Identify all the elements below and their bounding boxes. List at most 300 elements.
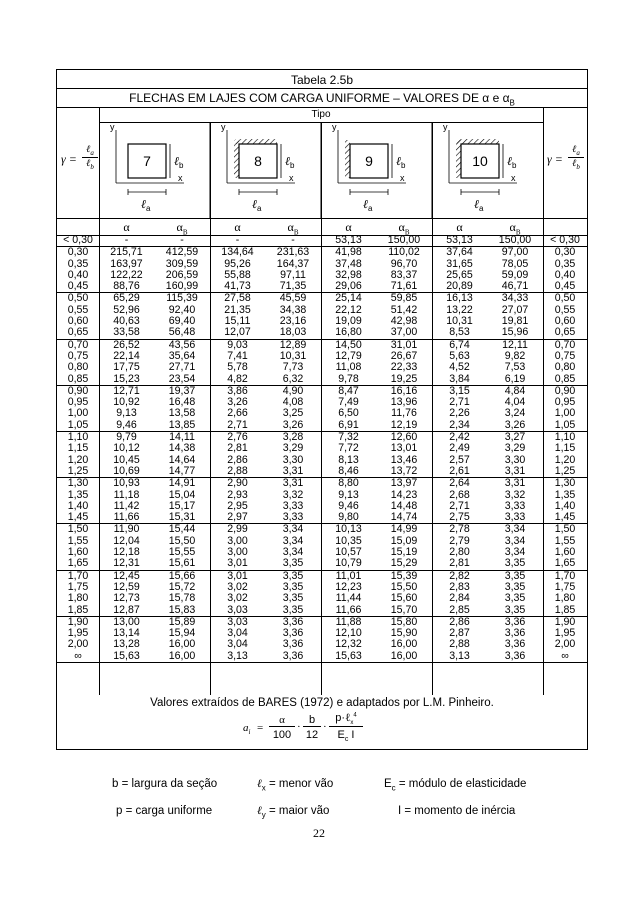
table-cell: 13,22 — [446, 304, 473, 316]
svg-text:x: x — [178, 173, 183, 183]
table-cell: 12,18 — [113, 547, 140, 559]
table-cell: 16,13 — [446, 292, 473, 305]
table-cell: 1,95 — [67, 628, 89, 640]
svg-text:10: 10 — [472, 153, 488, 169]
table-cell: 2,84 — [449, 593, 470, 605]
table-row — [57, 385, 587, 397]
table-row — [57, 339, 587, 351]
table-row — [57, 478, 587, 490]
table-cell: 14,38 — [168, 443, 196, 455]
table-cell: 31,01 — [390, 339, 418, 351]
tipo-label: Tipo — [311, 109, 331, 120]
table-cell: 14,74 — [376, 512, 432, 524]
table-cell: < 0,30 — [543, 235, 587, 247]
table-cell: 122,22 — [110, 269, 143, 281]
table-cell: 15,96 — [487, 327, 543, 339]
table-cell: 3,35 — [282, 593, 304, 605]
table-cell: 15,83 — [154, 605, 210, 617]
table-cell: 1,60 — [67, 547, 89, 559]
table-cell: 1,35 — [554, 489, 576, 501]
table-cell: 14,23 — [390, 489, 418, 501]
table-cell: 19,37 — [168, 385, 196, 397]
table-cell: 59,85 — [390, 292, 418, 305]
table-cell: 2,61 — [432, 466, 487, 478]
table-cell: 10,35 — [335, 535, 362, 547]
table-cell: 0,40 — [554, 269, 576, 281]
table-cell: 16,48 — [168, 397, 196, 409]
table-cell: 15,23 — [99, 374, 154, 386]
table-cell: 22,12 — [335, 304, 362, 316]
table-cell: 0,35 — [67, 258, 89, 270]
table-cell: 15,19 — [390, 547, 418, 559]
table-cell: 37,64 — [446, 246, 473, 259]
table-cell: 59,09 — [501, 269, 529, 281]
table-cell: 32,98 — [335, 269, 362, 281]
table-cell: 2,34 — [432, 420, 487, 432]
table-cell: 0,80 — [67, 362, 89, 374]
table-cell: 2,00 — [554, 639, 576, 651]
table-cell: 71,35 — [265, 281, 321, 293]
table-row — [57, 362, 587, 373]
svg-text:ℓb: ℓ$_b$ — [396, 154, 406, 170]
table-cell: 15,72 — [168, 581, 196, 593]
table-cell: 34,38 — [279, 304, 307, 316]
table-row — [57, 420, 587, 432]
table-cell: 0,45 — [57, 281, 99, 293]
table-cell: 16,80 — [321, 327, 376, 339]
table-cell: 1,55 — [554, 535, 576, 547]
table-cell: 19,25 — [376, 374, 432, 386]
table-cell: 7,73 — [282, 362, 304, 374]
table-row — [57, 293, 587, 305]
table-cell: 8,46 — [321, 466, 376, 478]
table-cell: 2,88 — [449, 639, 470, 651]
svg-text:7: 7 — [143, 153, 151, 169]
table-cell: 3,34 — [504, 523, 526, 536]
table-cell: 3,35 — [504, 593, 526, 605]
table-cell: 0,30 — [554, 246, 576, 259]
table-cell: 2,75 — [432, 512, 487, 524]
table-cell: 0,75 — [67, 350, 89, 362]
table-cell: 8,80 — [338, 477, 359, 490]
table-row — [57, 351, 587, 362]
table-cell: 10,79 — [321, 558, 376, 570]
table-cell: 2,66 — [227, 408, 248, 420]
table-cell: 3,33 — [265, 512, 321, 524]
table-cell: 115,39 — [166, 292, 198, 305]
table-cell: 1,80 — [554, 593, 576, 605]
table-cell: 56,48 — [154, 327, 210, 339]
table-cell: 13,97 — [390, 477, 418, 490]
table-cell: 6,91 — [321, 420, 376, 432]
gamma-right: γ = — [547, 152, 563, 166]
table-cell: 15,50 — [168, 535, 196, 547]
table-cell: 12,87 — [99, 605, 154, 617]
table-cell: 9,82 — [504, 350, 526, 362]
table-cell: 3,31 — [504, 477, 526, 490]
table-cell: 1,00 — [554, 408, 576, 420]
table-cell: 3,35 — [265, 558, 321, 570]
table-cell: 15,90 — [390, 628, 418, 640]
col-header-alpha: α — [345, 220, 352, 234]
table-cell: 412,59 — [165, 246, 199, 259]
gamma-right-fraction: ℓ$_a$ ℓ$_b$ — [568, 144, 584, 171]
table-cell: 12,32 — [335, 639, 362, 651]
table-cell: 3,03 — [227, 616, 248, 628]
table-cell: 15,80 — [390, 616, 418, 628]
table-cell: 12,73 — [113, 593, 140, 605]
svg-text:y: y — [443, 122, 448, 132]
table-cell: 1,20 — [554, 454, 576, 466]
table-cell: 0,60 — [554, 316, 576, 328]
table-cell: 2,86 — [449, 616, 470, 628]
table-cell: 6,74 — [449, 339, 470, 351]
table-cell: 1,70 — [67, 570, 89, 582]
table-cell: 15,11 — [224, 316, 251, 328]
table-cell: 0,30 — [67, 246, 89, 259]
table-cell: 16,16 — [390, 385, 418, 397]
table-cell: 2,79 — [449, 535, 470, 547]
table-cell: 2,71 — [449, 500, 470, 512]
col-header-alphaB: $\alpha_B$ — [509, 220, 521, 237]
table-cell: 14,48 — [390, 500, 418, 512]
col-header-alphaB: $\alpha_B$ — [398, 220, 410, 237]
table-cell: 6,50 — [338, 408, 359, 420]
table-cell: 12,10 — [335, 628, 362, 640]
legend-p: p = carga uniforme — [116, 805, 213, 817]
table-cell: ∞ — [57, 651, 99, 663]
table-cell: 2,42 — [449, 431, 470, 444]
table-cell: 1,05 — [57, 420, 99, 432]
table-cell: 11,42 — [113, 500, 140, 512]
table-cell: 1,75 — [554, 581, 576, 593]
table-cell: 17,75 — [113, 362, 140, 374]
table-cell: 1,70 — [554, 570, 576, 582]
table-cell: 2,95 — [227, 500, 248, 512]
table-cell: 3,13 — [210, 651, 265, 663]
table-cell: 8,47 — [338, 385, 359, 397]
table-cell: 2,81 — [227, 443, 248, 455]
table-cell: 15,61 — [154, 558, 210, 570]
table-cell: 14,99 — [390, 523, 418, 536]
table-cell: 14,64 — [168, 454, 196, 466]
table-cell: 88,76 — [99, 281, 154, 293]
table-cell: 55,88 — [224, 269, 251, 281]
table-cell: 15,94 — [168, 628, 196, 640]
table-row — [57, 305, 587, 316]
table-cell: 53,13 — [321, 235, 376, 247]
table-row — [57, 490, 587, 501]
table-cell: 2,88 — [210, 466, 265, 478]
table-cell: 11,66 — [99, 512, 154, 524]
table-cell: 2,99 — [227, 523, 248, 536]
svg-text:ℓb: ℓ$_b$ — [285, 154, 295, 170]
table-cell: 1,65 — [543, 558, 587, 570]
table-cell: 3,26 — [227, 397, 248, 409]
table-cell: 16,00 — [376, 651, 432, 663]
table-row — [57, 616, 587, 628]
table-cell: 37,00 — [376, 327, 432, 339]
table-cell: 3,35 — [504, 570, 526, 582]
table-cell: 12,04 — [113, 535, 140, 547]
table-row — [57, 639, 587, 650]
table-cell: 31,65 — [446, 258, 473, 270]
table-cell: 1,85 — [543, 605, 587, 617]
table-cell: 150,00 — [487, 235, 543, 247]
table-cell: 3,28 — [282, 431, 304, 444]
table-cell: 15,55 — [168, 547, 196, 559]
table-cell: 0,95 — [67, 397, 89, 409]
table-cell: 12,11 — [502, 339, 528, 351]
table-cell: 4,84 — [504, 385, 526, 397]
table-cell: 16,00 — [154, 651, 210, 663]
table-cell: 3,36 — [282, 628, 304, 640]
table-cell: 1,30 — [554, 477, 576, 490]
table-cell: 0,95 — [554, 397, 576, 409]
table-cell: 2,82 — [449, 570, 470, 582]
table-row — [57, 374, 587, 386]
table-cell: 3,84 — [432, 374, 487, 386]
table-cell: 3,33 — [487, 512, 543, 524]
table-cell: 15,63 — [321, 651, 376, 663]
svg-text:ℓb: ℓ$_b$ — [174, 154, 184, 170]
table-cell: 10,12 — [113, 443, 140, 455]
col-header-alpha: α — [234, 220, 241, 234]
table-cell: 41,98 — [335, 246, 362, 259]
table-cell: 3,36 — [282, 616, 304, 628]
table-cell: 14,50 — [335, 339, 362, 351]
table-cell: 4,82 — [210, 374, 265, 386]
svg-text:ℓa: ℓ$_a$ — [363, 197, 373, 213]
col-header-alpha: α — [456, 220, 463, 234]
table-cell: 1,25 — [57, 466, 99, 478]
table-cell: 2,68 — [449, 489, 470, 501]
table-row — [57, 570, 587, 582]
table-cell: 2,83 — [449, 581, 470, 593]
table-cell: 3,27 — [504, 431, 526, 444]
table-cell: 2,85 — [432, 605, 487, 617]
table-cell: 14,91 — [168, 477, 196, 490]
table-cell: 13,01 — [390, 443, 418, 455]
table-cell: 3,32 — [504, 489, 526, 501]
table-cell: 3,00 — [227, 547, 248, 559]
table-cell: 2,64 — [449, 477, 470, 490]
table-cell: 134,64 — [221, 246, 254, 259]
table-title: Tabela 2.5b — [290, 73, 354, 87]
table-cell: 10,13 — [335, 523, 362, 536]
table-cell: 3,35 — [265, 605, 321, 617]
table-cell: 3,29 — [504, 443, 526, 455]
table-cell: 0,45 — [543, 281, 587, 293]
table-row — [57, 582, 587, 593]
table-cell: 65,29 — [113, 292, 140, 305]
table-cell: 3,32 — [282, 489, 304, 501]
table-cell: 1,35 — [67, 489, 89, 501]
table-cell: 13,46 — [390, 454, 418, 466]
table-cell: 11,44 — [335, 593, 362, 605]
table-cell: 12,89 — [279, 339, 307, 351]
table-cell: 3,86 — [227, 385, 248, 397]
table-cell: 3,03 — [210, 605, 265, 617]
table-cell: 2,49 — [449, 443, 470, 455]
table-cell: 22,33 — [390, 362, 418, 374]
table-cell: 1,85 — [57, 605, 99, 617]
table-cell: 2,90 — [227, 477, 248, 490]
table-cell: 0,55 — [554, 304, 576, 316]
table-cell: 160,99 — [154, 281, 210, 293]
table-cell: 26,67 — [390, 350, 418, 362]
table-cell: 0,65 — [543, 327, 587, 339]
table-cell: 5,78 — [227, 362, 248, 374]
table-cell: 10,93 — [113, 477, 140, 490]
table-cell: - — [154, 235, 210, 247]
legend-b: b = largura da seção — [112, 778, 218, 790]
table-cell: 1,30 — [67, 477, 89, 490]
table-cell: 15,50 — [390, 581, 418, 593]
table-cell: 15,89 — [168, 616, 196, 628]
table-cell: 11,01 — [335, 570, 362, 582]
table-cell: 7,32 — [338, 431, 359, 444]
table-cell: 8,53 — [432, 327, 487, 339]
table-cell: 15,66 — [168, 570, 196, 582]
svg-text:ℓa: ℓ$_a$ — [252, 197, 262, 213]
table-cell: 0,70 — [67, 339, 89, 351]
table-cell: 11,90 — [113, 523, 140, 536]
table-cell: 19,81 — [501, 316, 529, 328]
table-cell: 11,76 — [391, 408, 417, 420]
table-cell: 164,37 — [276, 258, 310, 270]
table-cell: 3,36 — [504, 639, 526, 651]
table-cell: 1,95 — [554, 628, 576, 640]
table-cell: 3,29 — [282, 443, 304, 455]
table-row — [57, 547, 587, 558]
table-cell: 25,65 — [446, 269, 473, 281]
table-cell: 15,04 — [168, 489, 196, 501]
table-cell: 10,57 — [335, 547, 362, 559]
table-cell: 9,78 — [321, 374, 376, 386]
table-cell: 15,70 — [376, 605, 432, 617]
table-cell: 0,50 — [67, 292, 89, 305]
svg-text:ℓb: ℓ$_b$ — [507, 154, 517, 170]
table-cell: 3,15 — [449, 385, 470, 397]
table-cell: 3,00 — [227, 535, 248, 547]
table-cell: 10,31 — [446, 316, 473, 328]
table-cell: 1,90 — [554, 616, 576, 628]
table-cell: 3,31 — [487, 466, 543, 478]
table-cell: 3,01 — [210, 558, 265, 570]
table-cell: 7,53 — [504, 362, 526, 374]
svg-text:ℓa: ℓ$_a$ — [474, 197, 484, 213]
table-cell: 3,26 — [265, 420, 321, 432]
table-cell: 1,60 — [554, 547, 576, 559]
table-cell: 5,63 — [449, 350, 470, 362]
table-subtitle: FLECHAS EM LAJES COM CARGA UNIFORME – VALORES DE α e $\alpha_B$ — [129, 91, 515, 108]
table-cell: 15,44 — [168, 523, 196, 536]
table-cell: 52,96 — [113, 304, 140, 316]
table-cell: 2,26 — [449, 408, 470, 420]
gamma-left: γ = — [61, 152, 77, 166]
table-cell: 15,39 — [390, 570, 418, 582]
table-cell: 4,04 — [504, 397, 526, 409]
table-cell: 150,00 — [376, 235, 432, 247]
table-cell: 97,00 — [501, 246, 529, 259]
table-row — [57, 281, 587, 293]
table-cell: 4,52 — [449, 362, 470, 374]
table-cell: 3,02 — [227, 593, 248, 605]
col-header-alphaB: $\alpha_B$ — [287, 220, 299, 237]
table-cell: 15,17 — [168, 500, 196, 512]
table-cell: 1,50 — [554, 523, 576, 536]
table-cell: 7,41 — [227, 350, 248, 362]
table-row — [57, 466, 587, 478]
table-cell: 42,98 — [390, 316, 418, 328]
table-cell: 33,58 — [99, 327, 154, 339]
table-row — [57, 247, 587, 259]
table-cell: 43,56 — [168, 339, 196, 351]
table-cell: 16,00 — [390, 639, 418, 651]
table-cell: 15,60 — [390, 593, 418, 605]
table-cell: 15,09 — [390, 535, 418, 547]
table-cell: 309,59 — [165, 258, 199, 270]
table-row — [57, 235, 587, 247]
legend-lx: ℓ$_x$ = menor vão — [257, 778, 334, 793]
table-cell: 12,19 — [376, 420, 432, 432]
table-cell: 3,34 — [504, 535, 526, 547]
table-cell: 71,61 — [376, 281, 432, 293]
table-cell: 3,35 — [487, 558, 543, 570]
table-cell: 0,85 — [543, 374, 587, 386]
table-row — [57, 432, 587, 444]
table-cell: 2,71 — [449, 397, 470, 409]
table-cell: 7,49 — [338, 397, 359, 409]
table-cell: 1,75 — [67, 581, 89, 593]
table-cell: 0,90 — [554, 385, 576, 397]
table-cell: 53,13 — [432, 235, 487, 247]
table-cell: 3,36 — [487, 651, 543, 663]
table-cell: 1,55 — [67, 535, 89, 547]
table-cell: 10,69 — [99, 466, 154, 478]
table-cell: 41,73 — [210, 281, 265, 293]
table-cell: 2,57 — [449, 454, 470, 466]
table-cell: 3,34 — [282, 535, 304, 547]
table-cell: 14,77 — [154, 466, 210, 478]
table-cell: 2,71 — [210, 420, 265, 432]
table-row — [57, 397, 587, 408]
page-number: 22 — [313, 826, 325, 840]
table-cell: 231,63 — [276, 246, 310, 259]
table-cell: 40,63 — [113, 316, 140, 328]
table-cell: 0,35 — [554, 258, 576, 270]
table-cell: 3,34 — [504, 547, 526, 559]
table-cell: - — [210, 235, 265, 247]
table-cell: 37,48 — [335, 258, 362, 270]
table-cell: 0,90 — [67, 385, 89, 397]
table-cell: 3,24 — [504, 408, 526, 420]
table-cell: 6,32 — [265, 374, 321, 386]
table-cell: 10,92 — [113, 397, 140, 409]
table-cell: 2,81 — [432, 558, 487, 570]
legend-I: I = momento de inércia — [398, 805, 516, 817]
table-row — [57, 443, 587, 454]
table-cell: 29,06 — [321, 281, 376, 293]
table-cell: 27,58 — [224, 292, 251, 305]
table-cell: 3,30 — [504, 454, 526, 466]
svg-text:x: x — [400, 173, 405, 183]
table-cell: 9,03 — [227, 339, 248, 351]
table-cell: 2,86 — [227, 454, 248, 466]
table-row — [57, 316, 587, 327]
slab-type-7 — [110, 122, 184, 213]
